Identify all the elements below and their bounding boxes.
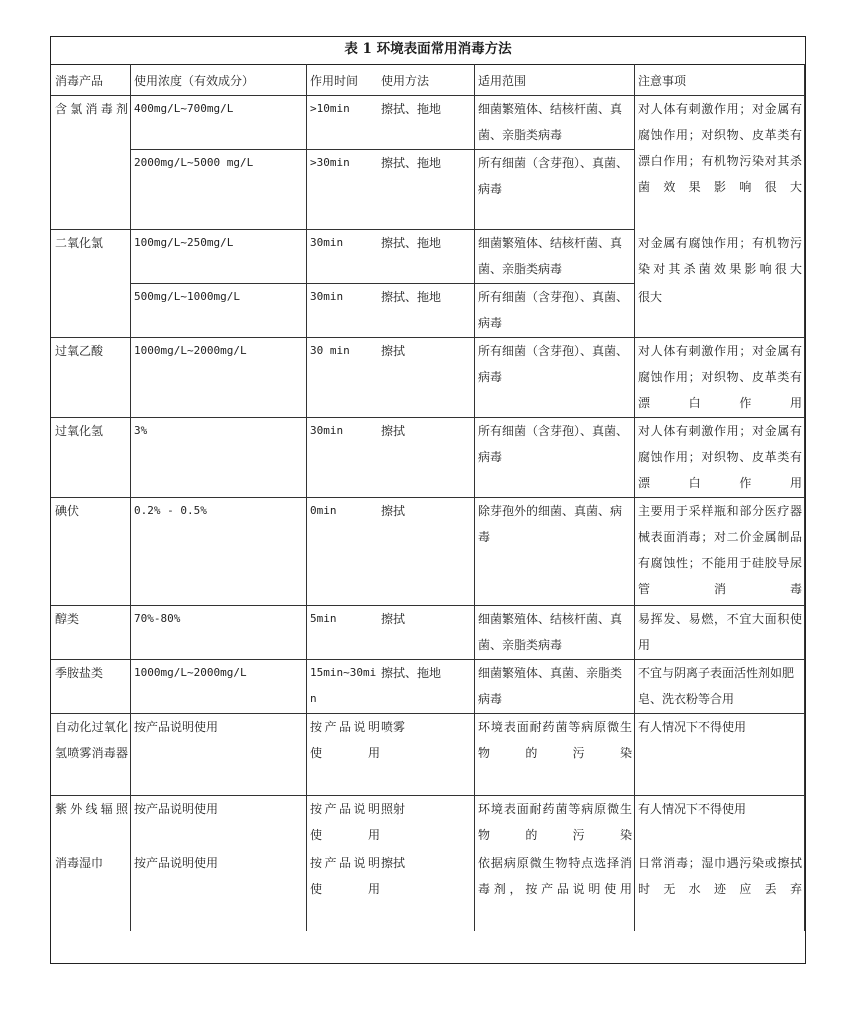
header-concentration: 使用浓度（有效成分） xyxy=(134,74,255,88)
row-9-scope: 细菌繁殖体、真菌、亲脂类病毒 xyxy=(478,666,623,706)
row-1-scope: 细菌繁殖体、结核杆菌、真菌、亲脂类病毒 xyxy=(478,102,623,142)
row-3-method: 擦拭、拖地 xyxy=(381,236,442,250)
row-6-time: 30min xyxy=(310,424,344,437)
row-11-method: 照射 xyxy=(381,802,406,816)
header-notes: 注意事项 xyxy=(638,74,687,88)
row-5-concentration: 1000mg/L~2000mg/L xyxy=(134,344,247,357)
header-scope: 适用范围 xyxy=(478,74,527,88)
row-7-scope: 除芽孢外的细菌、真菌、病毒 xyxy=(478,504,623,544)
row-6-product: 过氧化氢 xyxy=(55,424,104,438)
row-11-time: 按产品说明使用 xyxy=(310,802,380,842)
row-12-scope: 依据病原微生物特点选择消毒剂，按产品说明使用 xyxy=(478,856,632,896)
row-10-notes: 有人情况下不得使用 xyxy=(638,720,747,734)
merged-notes: 对人体有刺激作用；对金属有腐蚀作用；对织物、皮革类有漂白作用；有机物污染对其杀菌效果影响很大 xyxy=(638,102,802,194)
row-12-method: 擦拭 xyxy=(381,856,406,870)
row-9-product: 季胺盐类 xyxy=(55,666,104,680)
row-12-notes: 日常消毒；湿巾遇污染或擦拭时无水迹应丢弃 xyxy=(638,856,802,896)
row-10-product: 自动化过氧化氢喷雾消毒器 xyxy=(55,720,128,760)
row-6-concentration: 3% xyxy=(134,424,148,437)
row-3-notes: 对金属有腐蚀作用；有机物污染对其杀菌效果影响很大 xyxy=(638,236,802,276)
row-6-method: 擦拭 xyxy=(381,424,406,438)
row-9-concentration: 1000mg/L~2000mg/L xyxy=(134,666,247,679)
row-3-concentration: 100mg/L~250mg/L xyxy=(134,236,234,249)
row-12-concentration: 按产品说明使用 xyxy=(134,856,219,870)
row-7-time: 0min xyxy=(310,504,337,517)
row-6-notes: 对人体有刺激作用；对金属有腐蚀作用；对织物、皮革类有漂白作用 xyxy=(638,424,802,490)
row-3-product: 二氧化氯 xyxy=(55,236,104,250)
row-5-product: 过氧乙酸 xyxy=(55,344,104,358)
row-7-method: 擦拭 xyxy=(381,504,406,518)
row-11-notes: 有人情况下不得使用 xyxy=(638,802,747,816)
row-1-concentration: 400mg/L~700mg/L xyxy=(134,102,234,115)
row-7-notes: 主要用于采样瓶和部分医疗器械表面消毒；对二价金属制品有腐蚀性；不能用于硅胶导尿管消毒 xyxy=(638,504,802,596)
row-8-scope: 细菌繁殖体、结核杆菌、真菌、亲脂类病毒 xyxy=(478,612,623,652)
row-2-time: >30min xyxy=(310,156,350,169)
row-7-concentration: 0.2% - 0.5% xyxy=(134,504,207,517)
row-7-product: 碘伏 xyxy=(55,504,80,518)
row-8-notes: 易挥发、易燃，不宜大面积使用 xyxy=(638,612,802,652)
row-1-product: 含氯消毒剂 xyxy=(55,102,128,116)
row-10-scope: 环境表面耐药菌等病原微生物的污染 xyxy=(478,720,632,760)
row-5-method: 擦拭 xyxy=(381,344,406,358)
disinfection-table xyxy=(50,36,806,964)
row-11-scope: 环境表面耐药菌等病原微生物的污染 xyxy=(478,802,632,842)
row-11-concentration: 按产品说明使用 xyxy=(134,802,219,816)
row-1-method: 擦拭、拖地 xyxy=(381,102,442,116)
row-1-time: >10min xyxy=(310,102,350,115)
row-5-notes: 对人体有刺激作用；对金属有腐蚀作用；对织物、皮革类有漂白作用 xyxy=(638,344,802,410)
row-11-product: 紫外线辐照 xyxy=(55,802,128,816)
row-10-method: 喷雾 xyxy=(381,720,406,734)
row-5-time: 30 min xyxy=(310,344,350,357)
row-5-scope: 所有细菌（含芽孢）、真菌、病毒 xyxy=(478,344,629,384)
table-title: 表 1 环境表面常用消毒方法 xyxy=(51,37,805,65)
row-4-concentration: 500mg/L~1000mg/L xyxy=(134,290,240,303)
row-4-notes: 很大 xyxy=(638,290,663,304)
row-8-concentration: 70%-80% xyxy=(134,612,181,625)
row-9-notes: 不宜与阴离子表面活性剂如肥皂、洗衣粉等合用 xyxy=(638,666,795,706)
row-2-scope: 所有细菌（含芽孢）、真菌、病毒 xyxy=(478,156,629,196)
header-product: 消毒产品 xyxy=(55,74,104,88)
row-12-product: 消毒湿巾 xyxy=(55,856,104,870)
row-12-time: 按产品说明使用 xyxy=(310,856,380,896)
row-8-method: 擦拭 xyxy=(381,612,406,626)
row-3-time: 30min xyxy=(310,236,344,249)
row-10-time: 按产品说明使用 xyxy=(310,720,380,760)
header-method: 使用方法 xyxy=(381,74,430,88)
row-2-method: 擦拭、拖地 xyxy=(381,156,442,170)
row-6-scope: 所有细菌（含芽孢）、真菌、病毒 xyxy=(478,424,629,464)
row-2-concentration: 2000mg/L~5000 mg/L xyxy=(134,156,254,169)
row-4-method: 擦拭、拖地 xyxy=(381,290,442,304)
row-9-time: 15min~30min xyxy=(310,666,377,705)
row-9-method: 擦拭、拖地 xyxy=(381,666,442,680)
row-4-time: 30min xyxy=(310,290,344,303)
row-4-scope: 所有细菌（含芽孢）、真菌、病毒 xyxy=(478,290,629,330)
row-10-concentration: 按产品说明使用 xyxy=(134,720,219,734)
row-8-product: 醇类 xyxy=(55,612,80,626)
header-time: 作用时间 xyxy=(310,74,359,88)
row-3-scope: 细菌繁殖体、结核杆菌、真菌、亲脂类病毒 xyxy=(478,236,623,276)
row-8-time: 5min xyxy=(310,612,337,625)
